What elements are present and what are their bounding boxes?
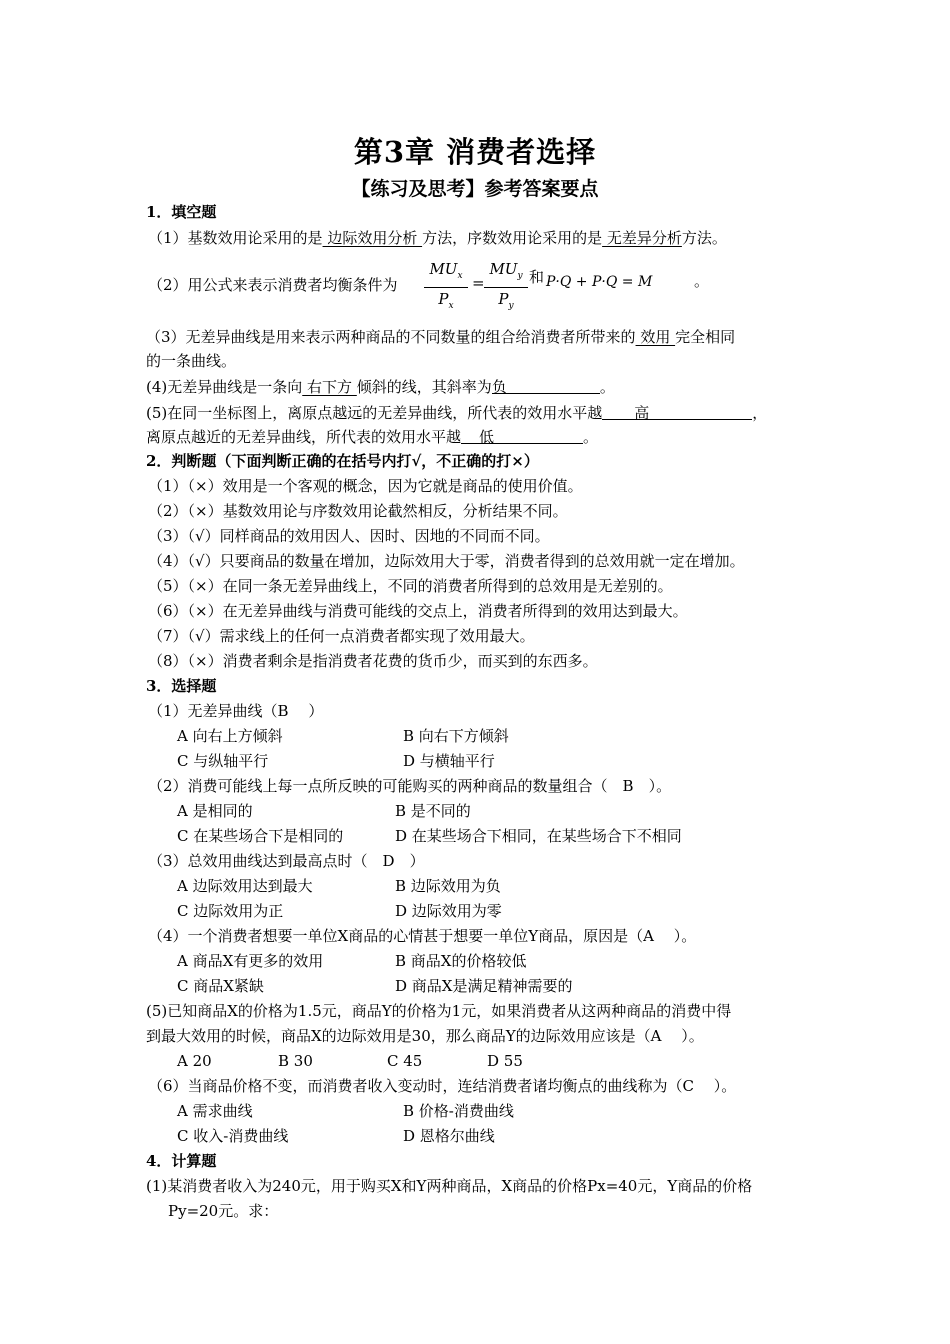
q4-answer-2-blank	[492, 377, 600, 394]
q2-end: 。	[694, 272, 710, 290]
q3-answer: 效用	[635, 328, 676, 346]
judge-item: （6）（×）在无差异曲线与消费可能线的交点上，消费者所得到的效用达到最大。	[148, 602, 688, 620]
judge-item: （2）（×）基数效用论与序数效用论截然相反，分析结果不同。	[148, 502, 568, 520]
q5-text-end: ，	[752, 404, 768, 422]
q4-text-end: 。	[599, 378, 615, 396]
budget-equation: P·Q + P·Q = M	[546, 274, 653, 290]
px-symbol: P	[438, 290, 449, 308]
q4-text: (4)无差异曲线是一条向	[146, 378, 303, 396]
choice-q1-option-d: D 与横轴平行	[403, 752, 495, 770]
q2-and: 和	[529, 268, 545, 286]
muy-symbol: MU	[489, 260, 518, 278]
mux-subscript: x	[457, 271, 463, 281]
choice-q2-option-c: C 在某些场合下是相同的	[177, 827, 344, 845]
q5-answer-1: 高	[634, 404, 650, 422]
choice-q6-option-a: A 需求曲线	[177, 1102, 253, 1120]
choice-q4-stem: （4）一个消费者想要一单位X商品的心情甚于想要一单位Y商品，原因是（A ）。	[148, 927, 697, 945]
section-1-heading: 1．填空题	[146, 203, 217, 221]
choice-q3-option-d: D 边际效用为零	[395, 902, 502, 920]
fill-q5-line1	[146, 403, 767, 423]
judge-item: （8）（×）消费者剩余是指消费者花费的货币少，而买到的东西多。	[148, 652, 598, 670]
choice-q2-option-a: A 是相同的	[177, 802, 253, 820]
q3-text: （3）无差异曲线是用来表示两种商品的不同数量的组合给消费者所带来的	[146, 328, 636, 346]
muy-subscript: y	[517, 271, 523, 281]
choice-q3-option-a: A 边际效用达到最大	[177, 877, 313, 895]
choice-q2-option-b: B 是不同的	[395, 802, 471, 820]
py-subscript: y	[508, 301, 514, 311]
choice-q5-stem-line1: (5)已知商品X的价格为1.5元，商品Y的价格为1元，如果消费者从这两种商品的消费中得	[146, 1002, 732, 1020]
choice-q3-option-b: B 边际效用为负	[395, 877, 501, 895]
choice-q6-option-c: C 收入-消费曲线	[177, 1127, 289, 1145]
choice-q1-option-c: C 与纵轴平行	[177, 752, 269, 770]
equals-sign: =	[472, 274, 485, 292]
q1-answer-2: 无差异分析	[602, 229, 682, 247]
q1-text: （1）基数效用论采用的是	[148, 229, 323, 247]
fill-q3-line1	[146, 327, 735, 347]
choice-q6-option-d: D 恩格尔曲线	[403, 1127, 495, 1145]
q5-text: (5)在同一坐标图上，离原点越远的无差异曲线，所代表的效用水平越	[146, 404, 603, 422]
choice-q6-stem: （6）当商品价格不变，而消费者收入变动时，连结消费者诸均衡点的曲线称为（C ）。	[148, 1077, 737, 1095]
choice-q2-stem: （2）消费可能线上每一点所反映的可能购买的两种商品的数量组合（ B ）。	[148, 777, 672, 795]
q1-text-end: 方法。	[681, 229, 727, 247]
choice-q5-option-a: A 20	[177, 1052, 212, 1070]
choice-q5-stem-line2: 到最大效用的时候，商品X的边际效用是30，那么商品Y的边际效用应该是（A ）。	[146, 1027, 704, 1045]
choice-q1-stem: （1）无差异曲线（B ）	[148, 702, 324, 720]
choice-q3-option-c: C 边际效用为正	[177, 902, 284, 920]
choice-q4-option-b: B 商品X的价格较低	[395, 952, 527, 970]
fill-q1	[148, 228, 727, 248]
fill-q4	[146, 377, 615, 397]
q4-text-mid: 倾斜的线，其斜率为	[356, 378, 492, 396]
section-3-heading: 3．选择题	[146, 677, 217, 695]
q4-answer-2: 负	[491, 378, 507, 396]
judge-item: （1）（×）效用是一个客观的概念，因为它就是商品的使用价值。	[148, 477, 583, 495]
choice-q3-stem: （3）总效用曲线达到最高点时（ D ）	[148, 852, 425, 870]
fraction-mux-px	[424, 260, 468, 315]
choice-q6-option-b: B 价格-消费曲线	[403, 1102, 514, 1120]
q5-text-end-2: 。	[583, 428, 599, 446]
judge-item: （3）（√）同样商品的效用因人、因时、因地的不同而不同。	[148, 527, 550, 545]
section-2-heading: 2．判断题（下面判断正确的在括号内打√，不正确的打×）	[146, 452, 539, 470]
px-subscript: x	[448, 301, 454, 311]
choice-q4-option-c: C 商品X紧缺	[177, 977, 264, 995]
choice-q2-option-d: D 在某些场合下相同，在某些场合下不相同	[395, 827, 682, 845]
fraction-muy-py	[484, 260, 528, 315]
q3-text-end: 完全相同	[675, 328, 736, 346]
q2-text: （2）用公式来表示消费者均衡条件为	[148, 276, 398, 294]
choice-q4-option-d: D 商品X是满足精神需要的	[395, 977, 573, 995]
q5-answer-1-blank	[602, 403, 752, 420]
q5-answer-2: 低	[479, 428, 495, 446]
q5-answer-2-blank	[461, 427, 583, 444]
choice-q4-option-a: A 商品X有更多的效用	[177, 952, 324, 970]
calc-q1-line2: Py=20元。求：	[168, 1202, 279, 1220]
choice-q1-option-a: A 向右上方倾斜	[177, 727, 283, 745]
q1-text-mid: 方法，序数效用论采用的是	[422, 229, 603, 247]
choice-q5-option-d: D 55	[487, 1052, 523, 1070]
judge-item: （5）（×）在同一条无差异曲线上，不同的消费者所得到的总效用是无差别的。	[148, 577, 673, 595]
choice-q1-option-b: B 向右下方倾斜	[403, 727, 509, 745]
mux-symbol: MU	[429, 260, 458, 278]
page-title: 第3章 消费者选择	[353, 135, 597, 169]
judge-item: （7）（√）需求线上的任何一点消费者都实现了效用最大。	[148, 627, 535, 645]
section-4-heading: 4．计算题	[146, 1152, 217, 1170]
py-symbol: P	[498, 290, 509, 308]
choice-q5-option-b: B 30	[278, 1052, 313, 1070]
q4-answer-1: 右下方	[302, 378, 357, 396]
judge-item: （4）（√）只要商品的数量在增加，边际效用大于零，消费者得到的总效用就一定在增加。	[148, 552, 745, 570]
fill-q3-line2: 的一条曲线。	[146, 352, 237, 370]
page-subtitle: 【练习及思考】参考答案要点	[351, 178, 599, 200]
q1-answer-1: 边际效用分析	[322, 229, 423, 247]
calc-q1-line1: (1)某消费者收入为240元，用于购买X和Y两种商品，X商品的价格Px=40元，Y商品的价格	[146, 1177, 753, 1195]
q5-text-2: 离原点越近的无差异曲线，所代表的效用水平越	[146, 428, 462, 446]
choice-q5-option-c: C 45	[387, 1052, 423, 1070]
fill-q5-line2	[146, 427, 598, 447]
